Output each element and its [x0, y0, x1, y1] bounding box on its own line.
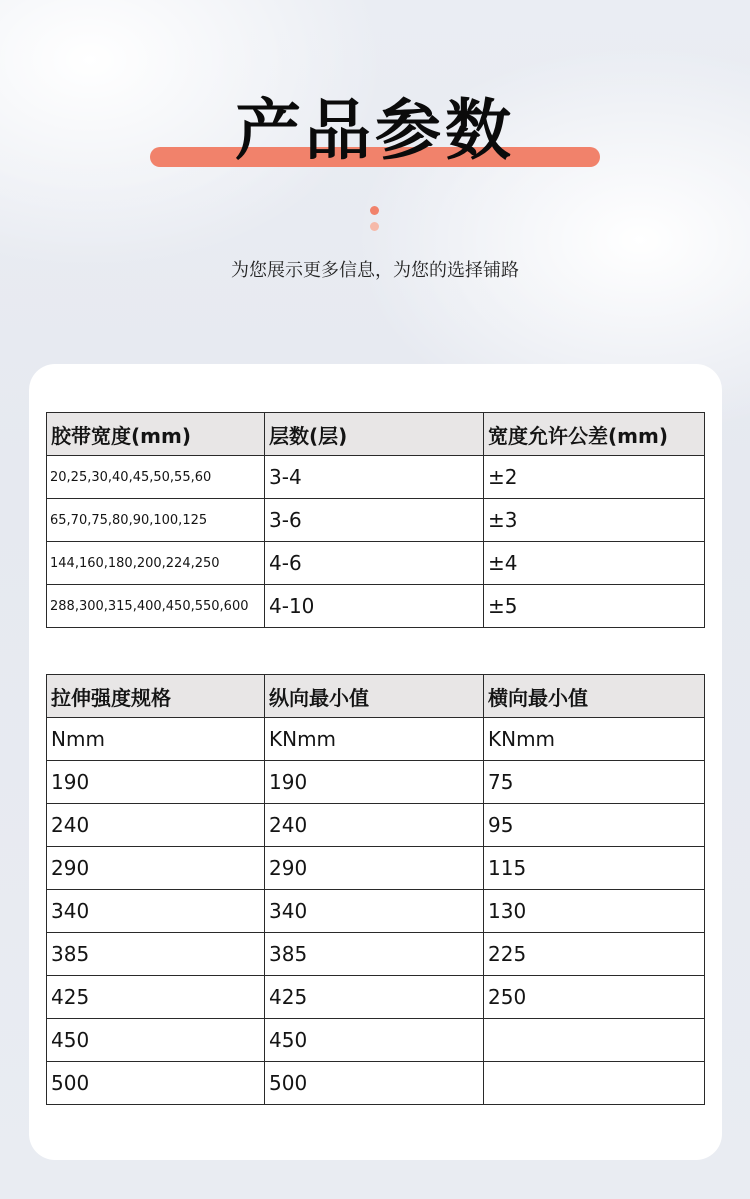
- table-cell: 385: [47, 933, 265, 976]
- table-row: [47, 542, 705, 585]
- page-subtitle: 为您展示更多信息，为您的选择铺路: [231, 260, 519, 281]
- table-cell: 95: [484, 804, 705, 847]
- table-cell: 288,300,315,400,450,550,600: [47, 585, 265, 628]
- belt-width-table: [46, 412, 705, 628]
- table-cell: 130: [484, 890, 705, 933]
- table-row: [47, 585, 705, 628]
- table-cell: 425: [265, 976, 484, 1019]
- table-cell: [484, 1019, 705, 1062]
- table-cell: 385: [265, 933, 484, 976]
- table-cell: 500: [265, 1062, 484, 1105]
- header-cell: 宽度允许公差(mm): [484, 413, 705, 456]
- table-row: [47, 1019, 705, 1062]
- tensile-strength-table: [46, 674, 705, 1105]
- table-cell: 250: [484, 976, 705, 1019]
- table-row: [47, 804, 705, 847]
- table-cell: 20,25,30,40,45,50,55,60: [47, 456, 265, 499]
- table-cell: KNmm: [265, 718, 484, 761]
- table-cell: ±5: [484, 585, 705, 628]
- table-row: [47, 1062, 705, 1105]
- table-cell: KNmm: [484, 718, 705, 761]
- header-cell: 横向最小值: [484, 675, 705, 718]
- table-cell: ±2: [484, 456, 705, 499]
- table-row: [47, 499, 705, 542]
- decor-dot-top: [370, 206, 379, 215]
- table-cell: 3-6: [265, 499, 484, 542]
- table-cell: 500: [47, 1062, 265, 1105]
- table-cell: 240: [47, 804, 265, 847]
- table-cell: 340: [265, 890, 484, 933]
- table-header-row: [47, 675, 705, 718]
- table-cell: 290: [265, 847, 484, 890]
- header-cell: 胶带宽度(mm): [47, 413, 265, 456]
- table-header-row: [47, 413, 705, 456]
- table-cell: Nmm: [47, 718, 265, 761]
- table-row: [47, 718, 705, 761]
- table-row: [47, 761, 705, 804]
- table-cell: ±4: [484, 542, 705, 585]
- hero-section: [0, 0, 750, 360]
- table-cell: [484, 1062, 705, 1105]
- header-cell: 纵向最小值: [265, 675, 484, 718]
- table-cell: 450: [265, 1019, 484, 1062]
- table-cell: 75: [484, 761, 705, 804]
- table-cell: 65,70,75,80,90,100,125: [47, 499, 265, 542]
- table-row: [47, 847, 705, 890]
- table-cell: 115: [484, 847, 705, 890]
- table-cell: 144,160,180,200,224,250: [47, 542, 265, 585]
- table-cell: 225: [484, 933, 705, 976]
- table-cell: 190: [47, 761, 265, 804]
- table-row: [47, 890, 705, 933]
- page-title: 产品参数: [235, 92, 515, 169]
- table-cell: 4-10: [265, 585, 484, 628]
- header-cell: 层数(层): [265, 413, 484, 456]
- table-cell: 425: [47, 976, 265, 1019]
- table-cell: ±3: [484, 499, 705, 542]
- table-row: [47, 456, 705, 499]
- table-cell: 240: [265, 804, 484, 847]
- table-cell: 4-6: [265, 542, 484, 585]
- table-cell: 450: [47, 1019, 265, 1062]
- decor-dot-bottom: [370, 222, 379, 231]
- table-cell: 340: [47, 890, 265, 933]
- table-cell: 190: [265, 761, 484, 804]
- table-row: [47, 933, 705, 976]
- table-cell: 3-4: [265, 456, 484, 499]
- table-row: [47, 976, 705, 1019]
- header-cell: 拉伸强度规格: [47, 675, 265, 718]
- table-cell: 290: [47, 847, 265, 890]
